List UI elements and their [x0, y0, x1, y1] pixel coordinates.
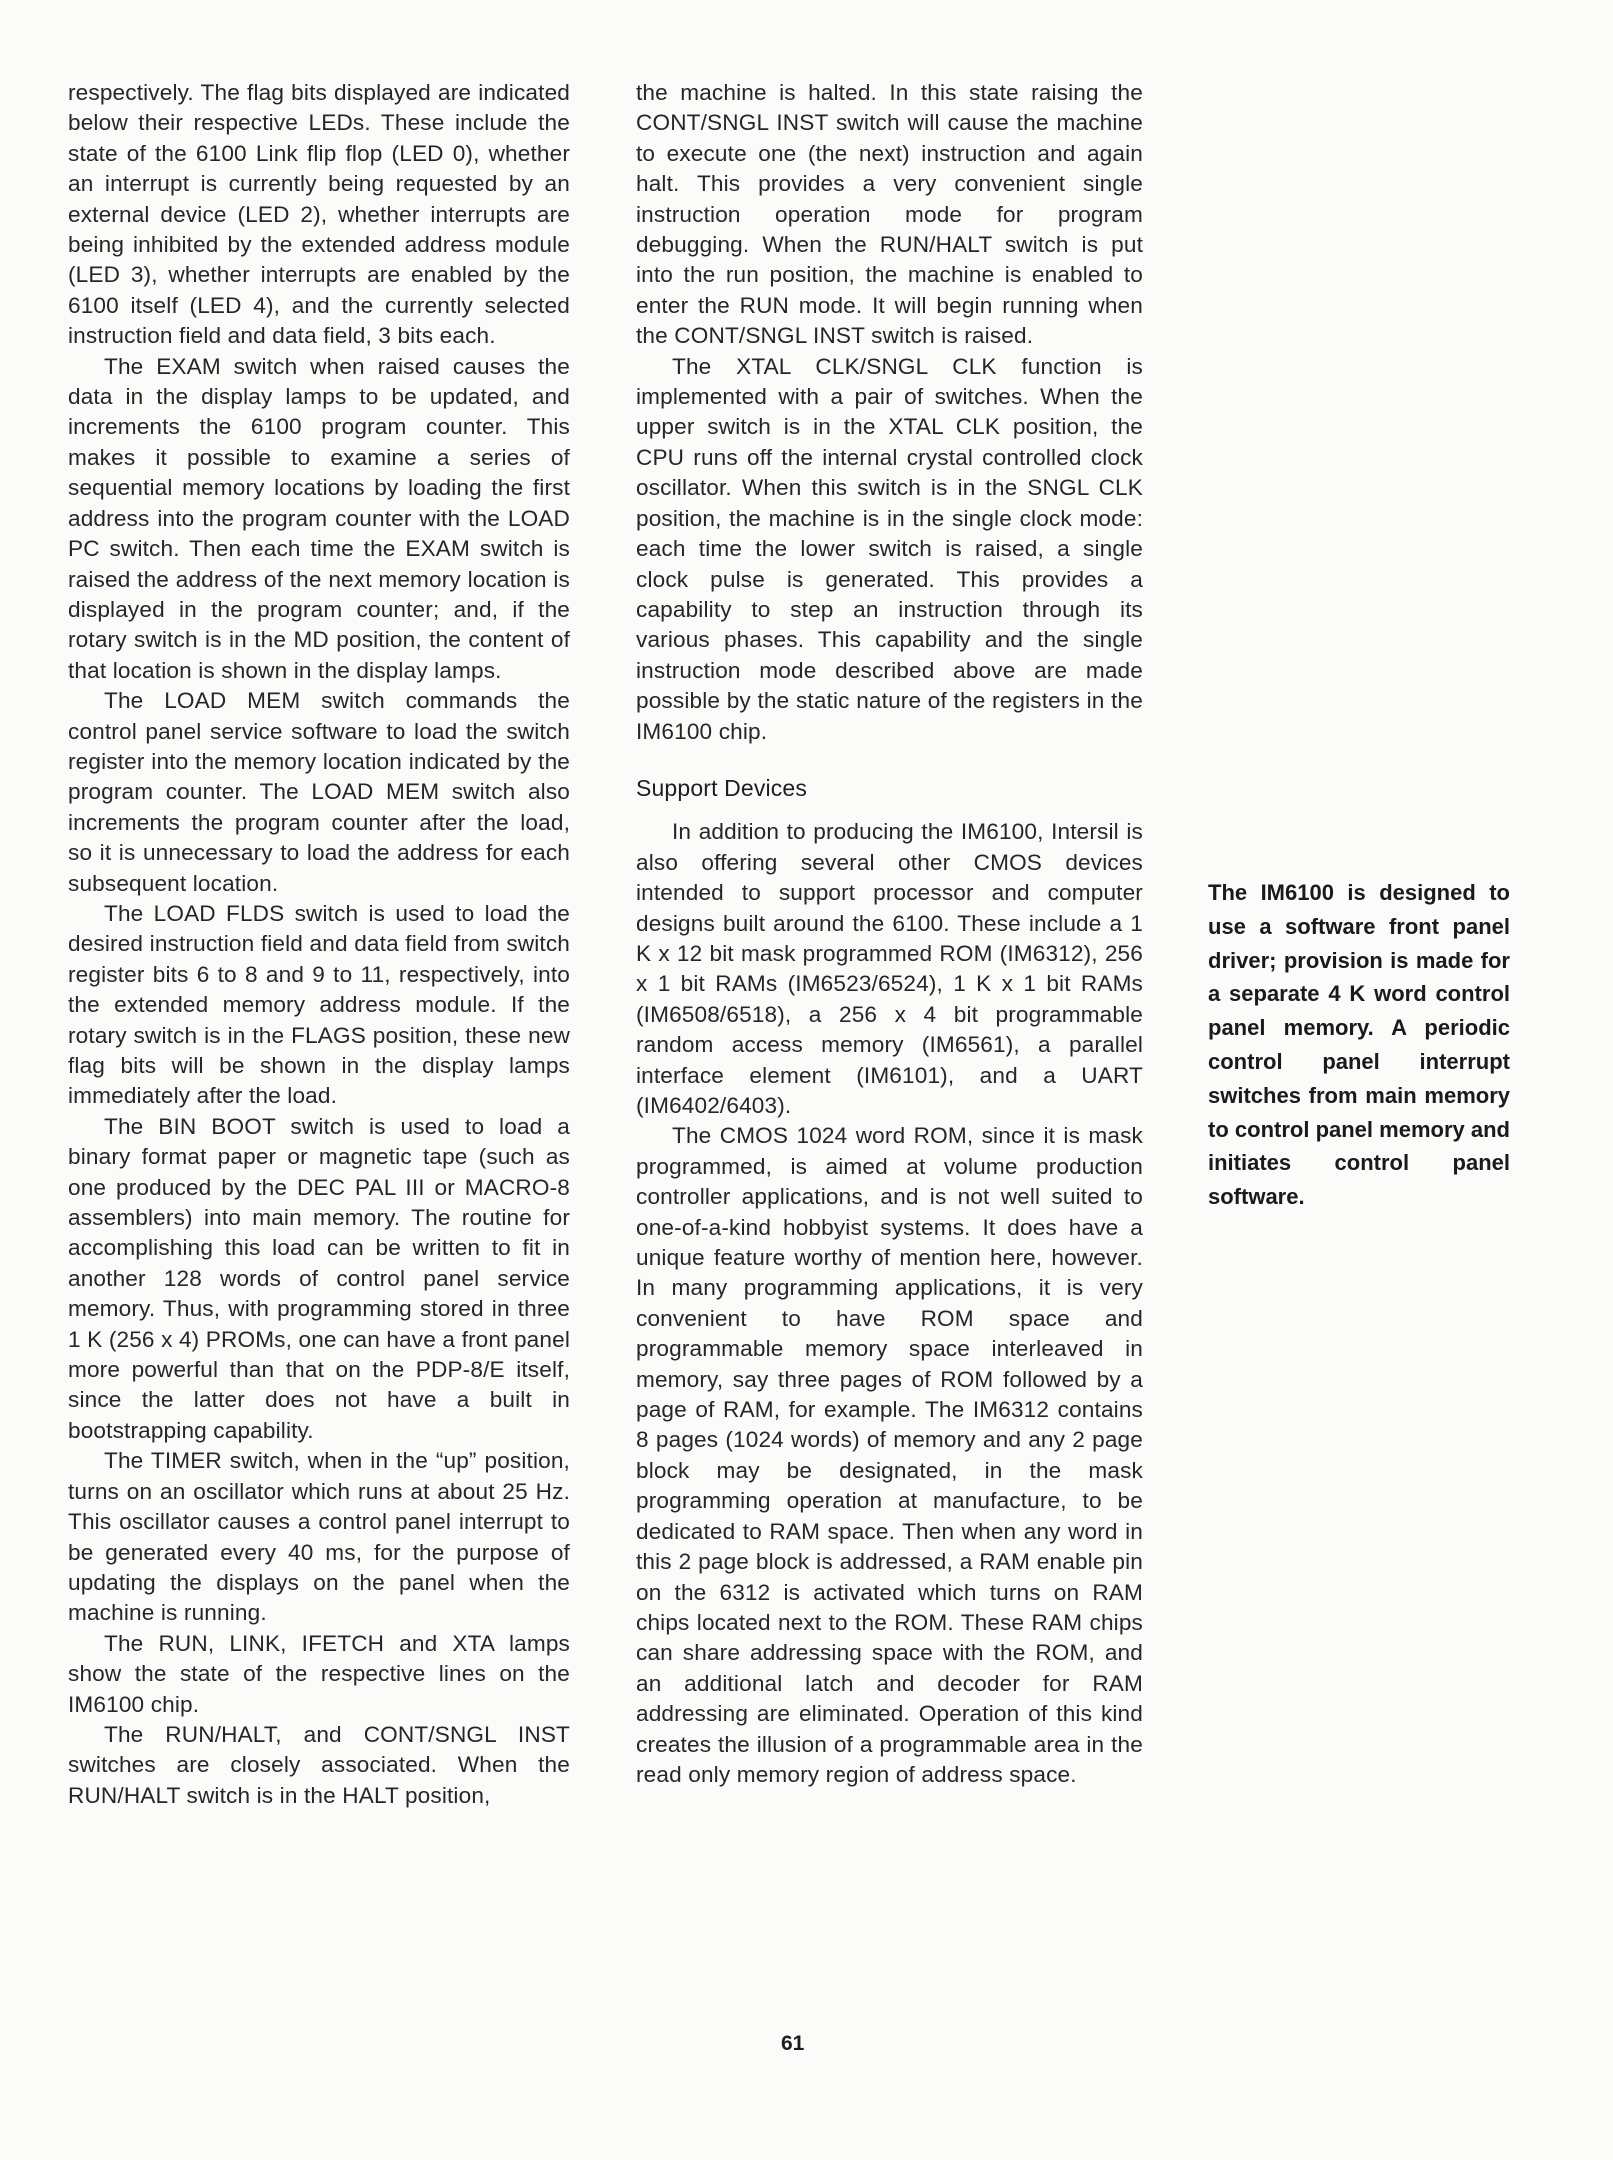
paragraph-status-lamps: The RUN, LINK, IFETCH and XTA lamps show the state of the respective lines on the IM6100 chip. [68, 1630, 570, 1717]
middle-column [636, 78, 1143, 1790]
paragraph-run-halt-switches: The RUN/HALT, and CONT/SNGL INST switches are closely associated. When the RUN/HALT switch is in the HALT position, [68, 1721, 570, 1808]
section-heading-support-devices: Support Devices [636, 774, 807, 801]
paragraph-flag-bits: respectively. The flag bits displayed are indicated below their respective LEDs. These include the state of the 6100 Link flip flop (LED 0), whether an interrupt is currently being requested by an external device (LED 2), whether interrupts are being inhibited by the extended address module (LED 3), whether interrupts are enabled by the 6100 itself (LED 4), and the currently selected instruction field and data field, 3 bits each. [68, 80, 570, 349]
paragraph-load-mem-switch: The LOAD MEM switch commands the control panel service software to load the switch register into the memory location indicated by the program counter. The LOAD MEM switch also increments the program counter after the load, so it is unnecessary to load the address for each subsequent location. [68, 688, 570, 896]
paragraph-halt-state: the machine is halted. In this state raising the CONT/SNGL INST switch will cause the machine to execute one (the next) instruction and again halt. This provides a very convenient single instruction operation mode for program debugging. When the RUN/HALT switch is put into the run position, the machine is enabled to enter the RUN mode. It will begin running when the CONT/SNGL INST switch is raised. [636, 80, 1143, 349]
paragraph-cmos-rom: The CMOS 1024 word ROM, since it is mask programmed, is aimed at volume production controller applications, and is not well suited to one-of-a-kind hobbyist systems. It does have a unique feature worthy of mention here, however. In many programming applications, it is very convenient to have ROM space and programmable memory space interleaved in memory, say three pages of ROM followed by a page of RAM, for example. The IM6312 contains 8 pages (1024 words) of memory and any 2 page block may be designated, in the mask programming operation at manufacture, to be dedicated to RAM space. Then when any word in this 2 page block is addressed, a RAM enable pin on the 6312 is activated which turns on RAM chips located next to the ROM. These RAM chips can share addressing space with the ROM, and an additional latch and decoder for RAM addressing are eliminated. Operation of this kind creates the illusion of a programmable area in the read only memory region of address space. [636, 1123, 1143, 1787]
sidebar-note: The IM6100 is designed to use a software front panel driver; provision is made for a separate 4 K word control panel memory. A periodic control panel interrupt switches from main memory to control panel memory and initiates control panel software. [1208, 880, 1510, 1210]
paragraph-timer-switch: The TIMER switch, when in the “up” position, turns on an oscillator which runs at about 25 Hz. This oscillator causes a control panel interrupt to be generated every 40 ms, for the purpose of updating the displays on the panel when the machine is running. [68, 1448, 570, 1626]
page-number: 61 [781, 2032, 805, 2055]
paragraph-support-devices: In addition to producing the IM6100, Intersil is also offering several other CMOS devices intended to support processor and computer designs built around the 6100. These include a 1 K x 12 bit mask programmed ROM (IM6312), 256 x 1 bit RAMs (IM6523/6524), 1 K x 1 bit RAMs (IM6508/6518), a 256 x 4 bit programmable random access memory (IM6561), a parallel interface element (IM6101), and a UART (IM6402/6403). [636, 819, 1143, 1118]
paragraph-exam-switch: The EXAM switch when raised causes the data in the display lamps to be updated, and increments the 6100 program counter. This makes it possible to examine a series of sequential memory locations by loading the first address into the program counter with the LOAD PC switch. Then each time the EXAM switch is raised the address of the next memory location is displayed in the program counter; and, if the rotary switch is in the MD position, the content of that location is shown in the display lamps. [68, 353, 570, 683]
paragraph-bin-boot-switch: The BIN BOOT switch is used to load a binary format paper or magnetic tape (such as one produced by the DEC PAL III or MACRO-8 assemblers) into main memory. The routine for accomplishing this load can be written to fit in another 128 words of control panel service memory. Thus, with programming stored in three 1 K (256 x 4) PROMs, one can have a front panel more powerful than that on the PDP-8/E itself, since the latter does not have a built in bootstrapping capability. [68, 1113, 570, 1443]
paragraph-load-flds-switch: The LOAD FLDS switch is used to load the desired instruction field and data field from switch register bits 6 to 8 and 9 to 11, respectively, into the extended memory address module. If the rotary switch is in the FLAGS position, these new flag bits will be shown in the display lamps immediately after the load. [68, 900, 570, 1109]
left-column [68, 78, 570, 1811]
paragraph-clock-switches: The XTAL CLK/SNGL CLK function is implemented with a pair of switches. When the upper switch is in the XTAL CLK position, the CPU runs off the internal crystal controlled clock oscillator. When this switch is in the SNGL CLK position, the machine is in the single clock mode: each time the lower switch is raised, a single clock pulse is generated. This provides a capability to step an instruction through its various phases. This capability and the single instruction mode described above are made possible by the static nature of the registers in the IM6100 chip. [636, 353, 1143, 744]
